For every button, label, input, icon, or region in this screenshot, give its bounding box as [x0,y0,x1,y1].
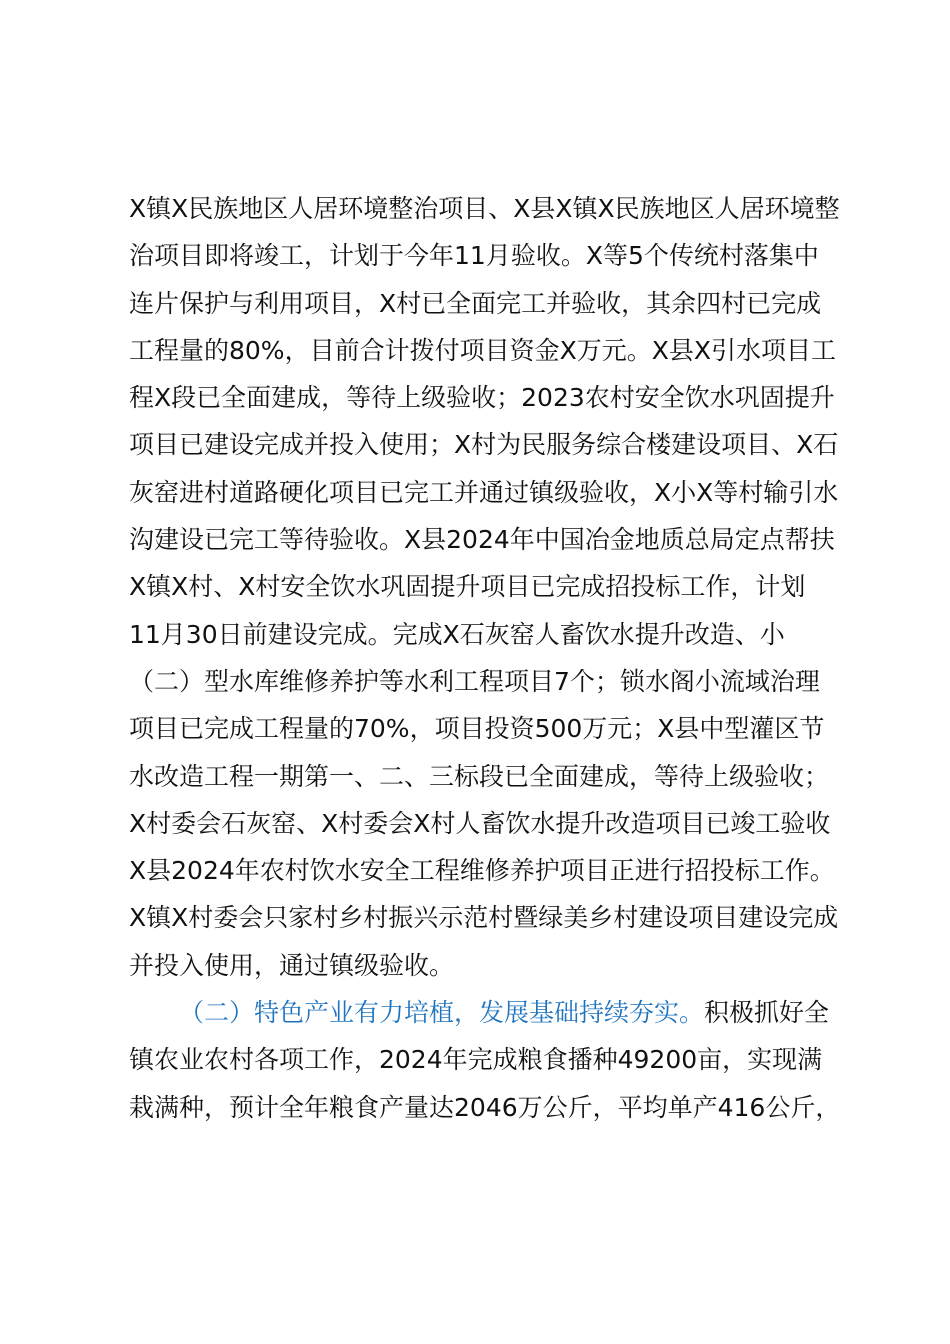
document-body [129,185,853,1131]
text-line: 水改造工程一期第一、二、三标段已全面建成，等待上级验收； [129,761,830,791]
text-line: 沟建设已完工等待验收。X县2024年中国冶金地质总局定点帮扶 [129,525,835,555]
text-line: X县2024年农村饮水安全工程维修养护项目正进行招投标工作。 [129,856,835,886]
text-line: 连片保护与利用项目，X村已全面完工并验收，其余四村已完成 [129,288,822,318]
text-line: 治项目即将竣工，计划于今年11月验收。X等5个传统村落集中 [129,241,819,271]
paragraph-featured-industry [129,989,853,1131]
text-line: 项目已完成工程量的70%，项目投资500万元；X县中型灌区节 [129,714,825,744]
text-line-with-heading [129,989,853,1036]
text-line: 11月30日前建设完成。完成X石灰窑人畜饮水提升改造、小 [129,619,785,649]
paragraph-project-progress [129,185,853,989]
text-line: X村委会石灰窑、X村委会X村人畜饮水提升改造项目已竣工验收 [129,808,831,838]
text-line: 灰窑进村道路硬化项目已完工并通过镇级验收，X小X等村输引水 [129,477,839,507]
text-line: X镇X民族地区人居环境整治项目、X县X镇X民族地区人居环境整 [129,194,840,223]
text-line: 栽满种，预计全年粮食产量达2046万公斤，平均单产416公斤， [129,1092,841,1122]
section-heading: （二）特色产业有力培植，发展基础持续夯实。 [179,998,705,1028]
text-line: 并投入使用，通过镇级验收。 [129,950,455,980]
text-line: X镇X村委会只家村乡村振兴示范村暨绿美乡村建设项目建设完成 [129,903,839,933]
text-line: X镇X村、X村安全饮水巩固提升项目已完成招投标工作，计划 [129,572,806,602]
text-line: 程X段已全面建成，等待上级验收；2023农村安全饮水巩固提升 [129,383,835,413]
text-line: 项目已建设完成并投入使用；X村为民服务综合楼建设项目、X石 [129,430,839,460]
text-line: （二）型水库维修养护等水利工程项目7个；锁水阁小流域治理 [129,666,820,696]
text-line: 镇农业农村各项工作，2024年完成粮食播种49200亩，实现满 [129,1045,823,1075]
text-line: 工程量的80%，目前合计拨付项目资金X万元。X县X引水项目工 [129,335,836,365]
paragraph-text-run: 积极抓好全 [704,998,830,1028]
